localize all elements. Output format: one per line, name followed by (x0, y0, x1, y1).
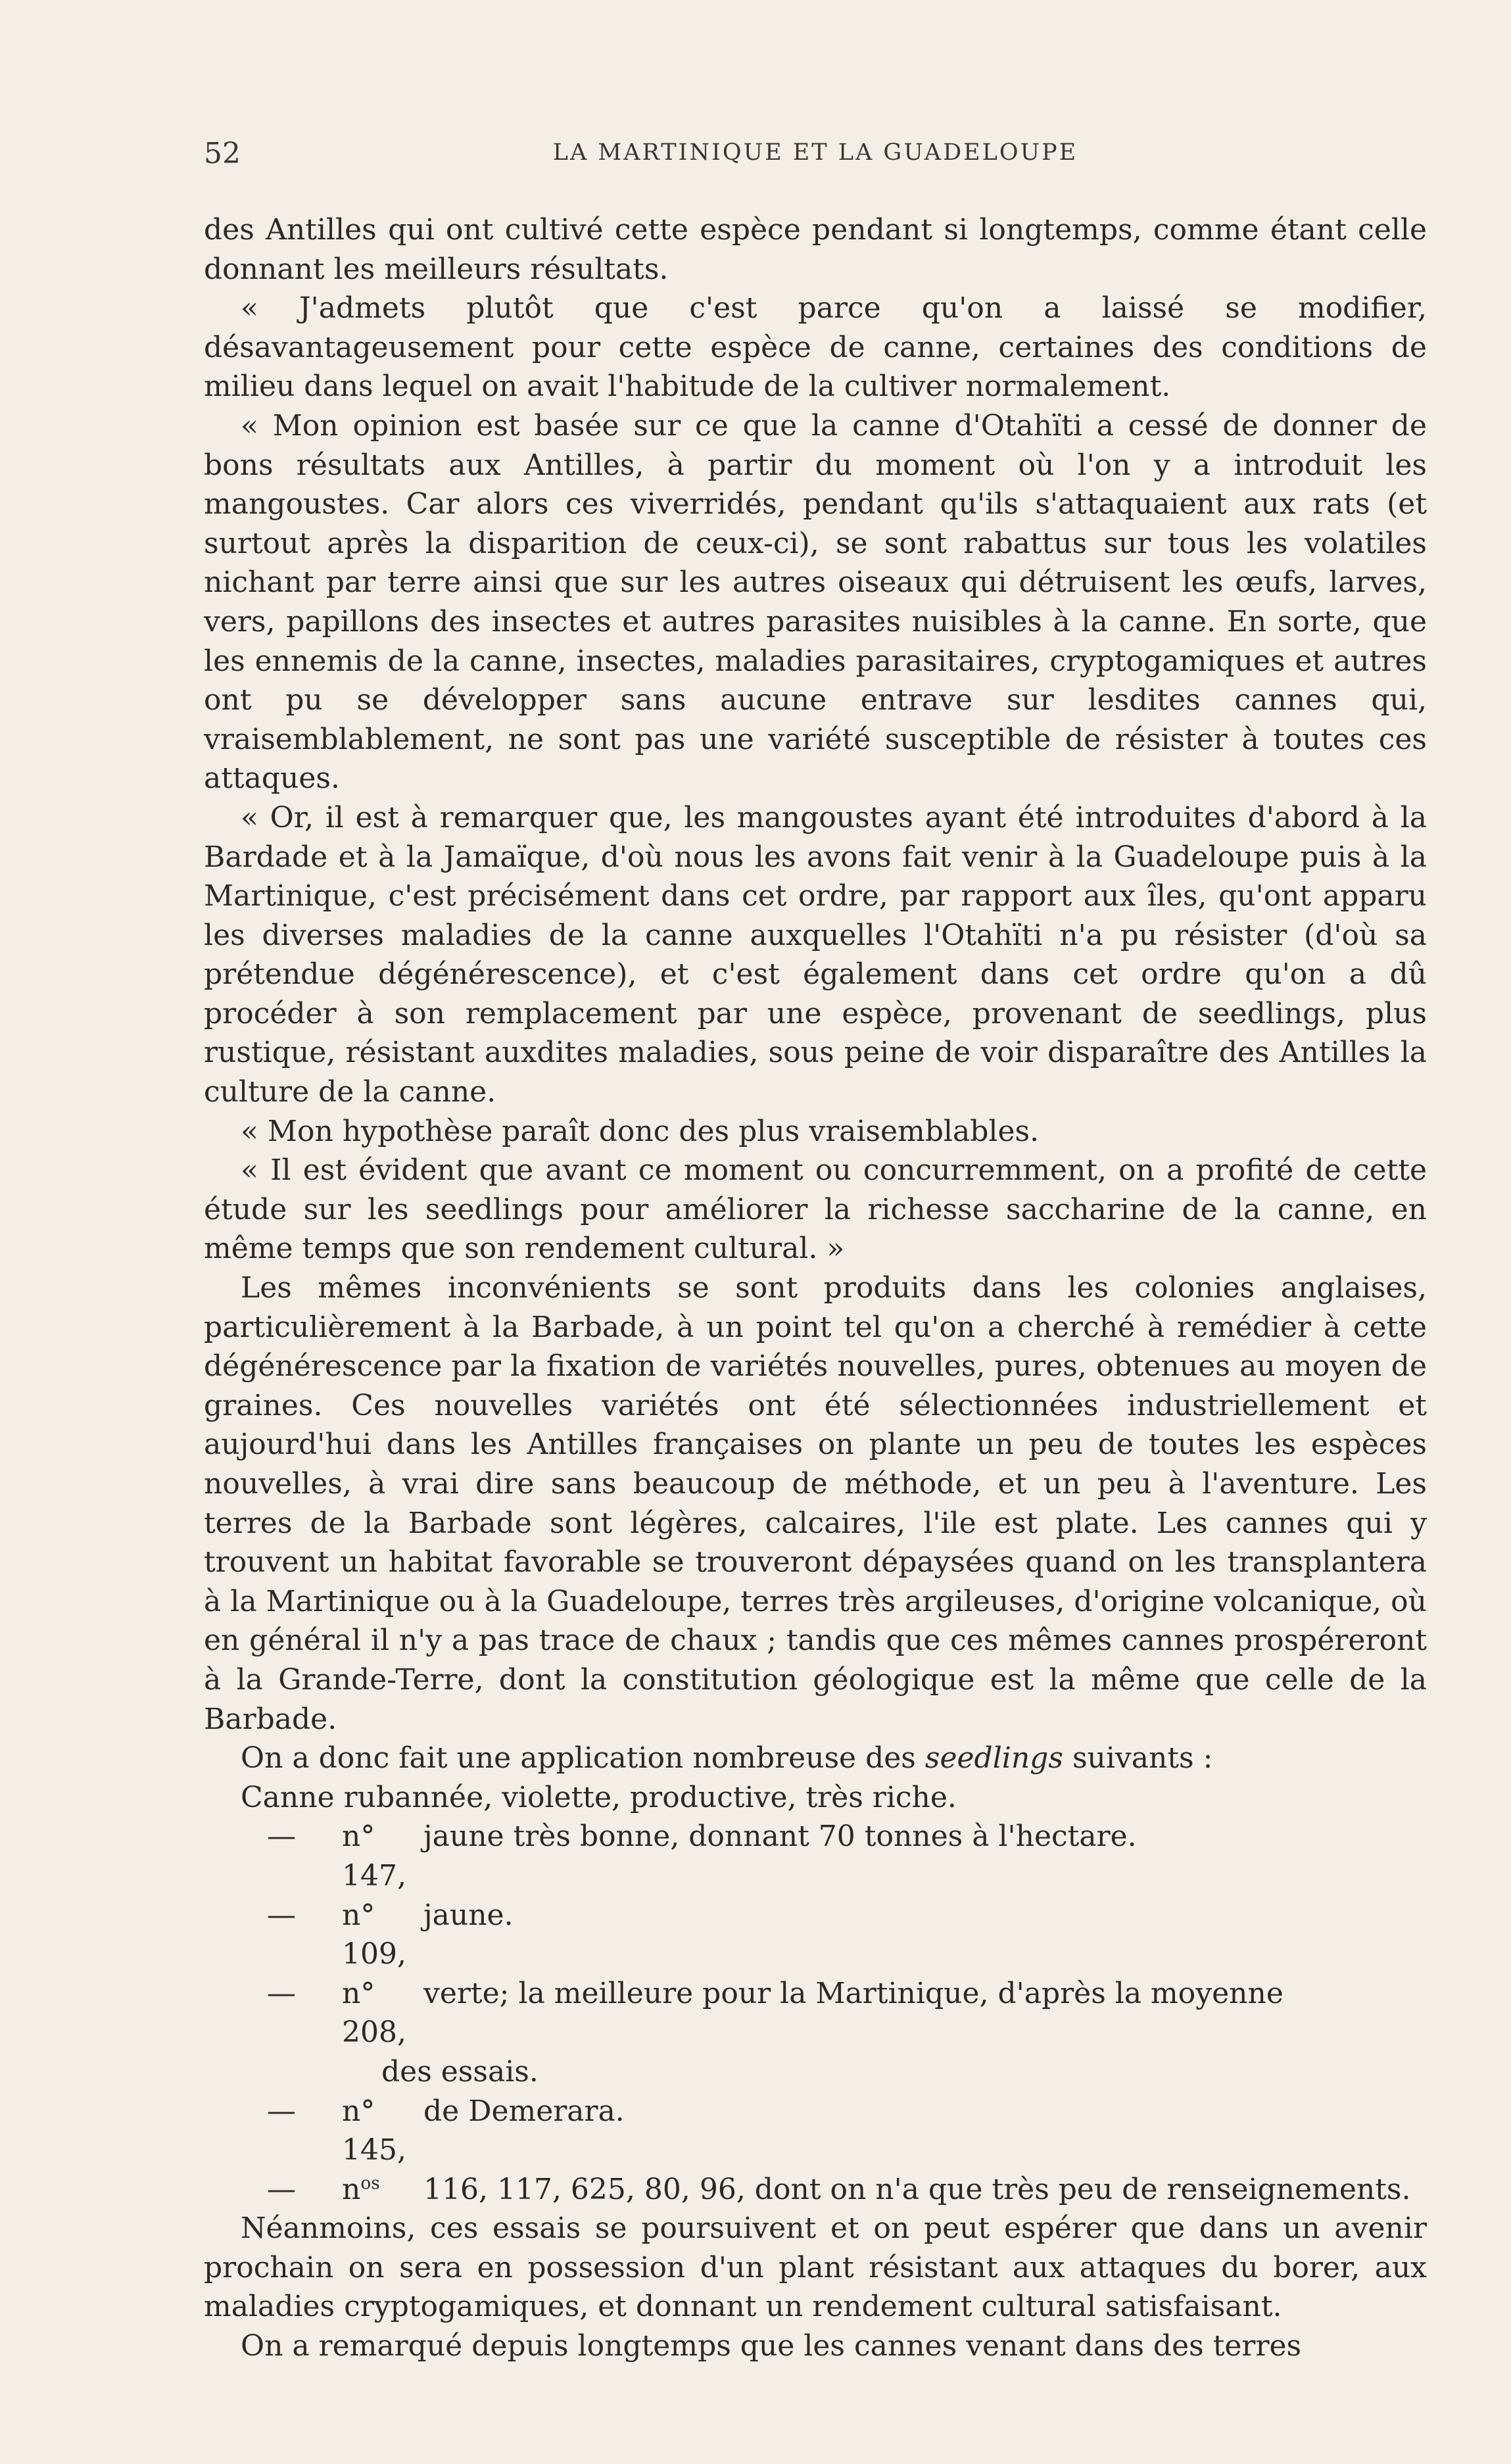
variety-number-superscript: os (360, 2173, 380, 2194)
paragraph-10: Néanmoins, ces essais se poursuivent et on peut espérer que dans un avenir prochain on sera en possession d'un plant résistant aux attaques du borer, aux maladies cryptogamiques, et donnant un rendement cultural satisfaisant. (204, 2211, 1427, 2324)
list-dash: — (267, 2094, 296, 2128)
running-title: LA MARTINIQUE ET LA GUADELOUPE (552, 139, 1078, 166)
list-dash: — (267, 1898, 296, 1932)
variety-description: de Demerara. (423, 2094, 625, 2128)
variety-number: n° 145, (342, 2094, 406, 2167)
paragraph-5: « Mon hypothèse paraît donc des plus vraisemblables. (241, 1114, 1040, 1148)
paragraph-8-italic: seedlings (924, 1741, 1063, 1776)
variety-number-main: n (342, 2172, 361, 2206)
paragraph-2: « J'admets plutôt que c'est parce qu'on a laissé se modifier, désavantageusement pour cette espèce de canne, certaines des conditions de milieu dans lequel on avait l'habitude de la cultiver normalement. (204, 291, 1427, 404)
running-header (204, 137, 1427, 170)
list-dash: — (267, 1820, 296, 1854)
variety-description: verte; la meilleure pour la Martinique, d'après la moyenne (423, 1976, 1283, 2010)
paragraph-3: « Mon opinion est basée sur ce que la canne d'Otahïti a cessé de donner de bons résultats aux Antilles, à partir du moment où l'on y a introduit les mangoustes. Car alors ces viverridés, pendant qu'ils s'attaquaient aux rats (et surtout après la disparition de ceux-ci), se sont rabattus sur tous les volatiles nichant par terre ainsi que sur les autres oiseaux qui détruisent les œufs, larves, vers, papillons des insectes et autres parasites nuisibles à la canne. En sorte, que les ennemis de la canne, insectes, maladies parasitaires, cryptogamiques et autres ont pu se développer sans aucune entrave sur lesdites cannes qui, vraisemblablement, ne sont pas une variété susceptible de résister à toutes ces attaques. (204, 408, 1427, 796)
paragraph-6: « Il est évident que avant ce moment ou concurremment, on a profité de cette étude sur les seedlings pour améliorer la richesse saccharine de la canne, en même temps que son rendement cultural. » (204, 1153, 1427, 1266)
paragraph-8-before: On a donc fait une application nombreuse des (241, 1741, 916, 1776)
list-item (204, 1896, 1427, 1974)
paragraph-4: « Or, il est à remarquer que, les mangoustes ayant été introduites d'abord à la Bardade et à la Jamaïque, d'où nous les avons fait venir à la Guadeloupe puis à la Martinique, c'est précisément dans cet ordre, par rapport aux îles, qu'ont apparu les diverses maladies de la canne auxquelles l'Otahïti n'a pu résister (d'où sa prétendue dégénérescence), et c'est également dans cet ordre qu'on a dû procéder à son remplacement par une espèce, provenant de seedlings, plus rustique, résistant auxdites maladies, sous peine de voir disparaître des Antilles la culture de la canne. (204, 800, 1427, 1109)
body-text (204, 210, 1427, 2366)
variety-number: n° 109, (342, 1898, 406, 1971)
list-dash: — (267, 1976, 296, 2010)
variety-description: jaune. (423, 1898, 514, 1932)
page-number: 52 (204, 137, 241, 170)
list-item (204, 1974, 1427, 2052)
variety-description: 116, 117, 625, 80, 96, dont on n'a que très peu de renseignements. (423, 2172, 1411, 2206)
paragraph-8 (204, 1739, 1427, 1778)
paragraph-11: On a remarqué depuis longtemps que les cannes venant dans des terres (241, 2329, 1302, 2363)
variety-number (322, 2170, 423, 2210)
variety-description-continuation: des essais. (381, 2054, 539, 2089)
paragraph-1: des Antilles qui ont cultivé cette espèce pendant si longtemps, comme étant celle donnant les meilleurs résultats. (204, 213, 1427, 286)
list-item (204, 2170, 1427, 2210)
variety-number: n° 208, (342, 1976, 406, 2050)
list-item (204, 2092, 1427, 2170)
paragraph-7: Les mêmes inconvénients se sont produits dans les colonies anglaises, particulièrement à la Barbade, à un point tel qu'on a cherché à remédier à cette dégénérescence par la fixation de variétés nouvelles, pures, obtenues au moyen de graines. Ces nouvelles variétés ont été sélectionnées industriellement et aujourd'hui dans les Antilles françaises on plante un peu de toutes les espèces nouvelles, à vrai dire sans beaucoup de méthode, et un peu à l'aventure. Les terres de la Barbade sont légères, calcaires, l'ile est plate. Les cannes qui y trouvent un habitat favorable se trouveront dépaysées quand on les transplantera à la Martinique ou à la Guadeloupe, terres très argileuses, d'origine volcanique, où en général il n'y a pas trace de chaux ; tandis que ces mêmes cannes prospéreront à la Grande-Terre, dont la constitution géologique est la même que celle de la Barbade. (204, 1271, 1427, 1736)
variety-number: n° 147, (342, 1820, 406, 1893)
list-dash: — (267, 2172, 296, 2206)
variety-description: jaune très bonne, donnant 70 tonnes à l'hectare. (423, 1820, 1137, 1854)
paragraph-9: Canne rubannée, violette, productive, très riche. (241, 1780, 957, 1814)
variety-list (204, 1817, 1427, 2209)
paragraph-8-after: suivants : (1072, 1741, 1213, 1776)
list-item (204, 1817, 1427, 1895)
